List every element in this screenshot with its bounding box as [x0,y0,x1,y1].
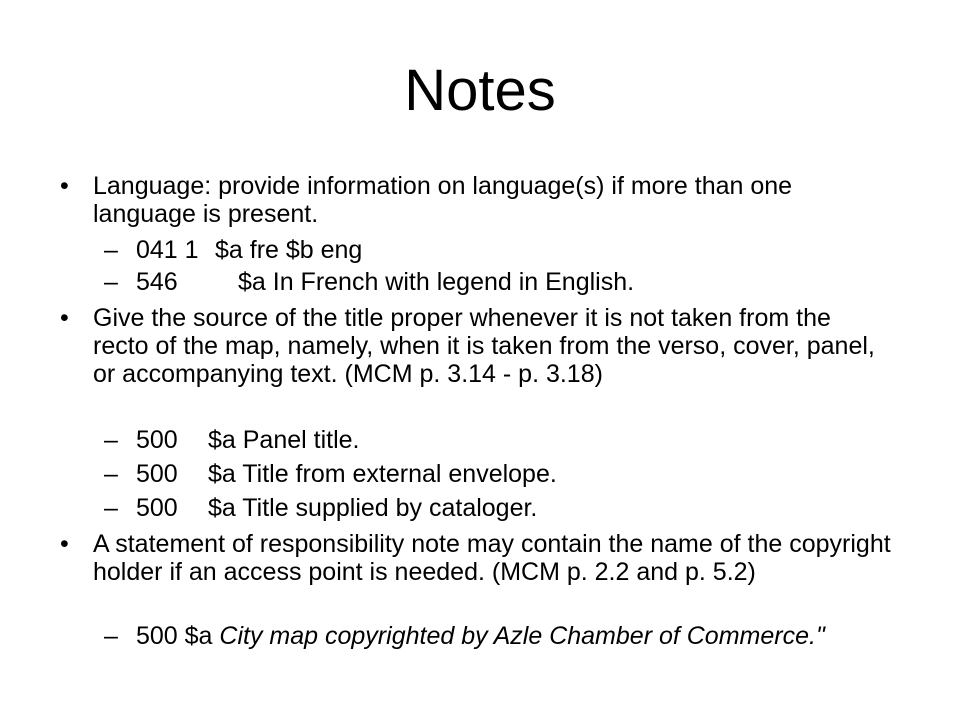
marc-tag: 500 $a [136,622,213,650]
sub-item-500-cataloger [104,494,864,522]
marc-value: $a fre $b eng [215,236,363,264]
marc-value: $a Title from external envelope. [208,460,557,488]
sub-item-text [136,236,362,264]
marc-tag: 500 [136,426,178,454]
bullet-marker: • [60,172,69,200]
sub-item-041 [104,236,864,264]
marc-value: $a Title supplied by cataloger. [208,494,538,522]
dash-marker: – [104,622,118,650]
marc-value: $a In French with legend in English. [238,268,635,296]
marc-value: City map copyrighted by Azle Chamber of Commerce." [219,622,825,650]
slide-title: Notes [404,58,556,123]
bullet-marker: • [60,530,69,558]
sub-item-text [136,622,856,650]
bullet-responsibility [60,530,900,614]
bullet-text: Language: provide information on language(s) if more than one language is present. [93,172,793,228]
sub-item-546 [104,268,864,296]
sub-item-text [136,268,634,296]
marc-tag: 500 [136,460,178,488]
sub-item-500-panel [104,426,864,454]
sub-item-500-copyright [104,622,864,678]
dash-marker: – [104,460,118,488]
bullet-language [60,172,900,228]
dash-marker: – [104,268,118,296]
marc-value: $a Panel title. [208,426,360,454]
dash-marker: – [104,426,118,454]
marc-tag: 041 1 [136,236,199,264]
bullet-title-source [60,304,900,416]
sub-item-text [136,460,557,488]
sub-item-text [136,494,537,522]
dash-marker: – [104,494,118,522]
marc-tag: 500 [136,494,178,522]
bullet-text: Give the source of the title proper whenever it is not taken from the recto of the map, namely, when it is taken from the verso, cover, panel, or accompanying text. (MCM p. 3.14 - p. 3.18) [93,304,875,388]
marc-tag: 546 [136,268,178,296]
sub-item-500-envelope [104,460,864,488]
dash-marker: – [104,236,118,264]
sub-item-text [136,426,360,454]
bullet-text: A statement of responsibility note may contain the name of the copyright holder if an access point is needed. (MCM p. 2.2 and p. 5.2) [93,530,891,586]
bullet-marker: • [60,304,69,332]
